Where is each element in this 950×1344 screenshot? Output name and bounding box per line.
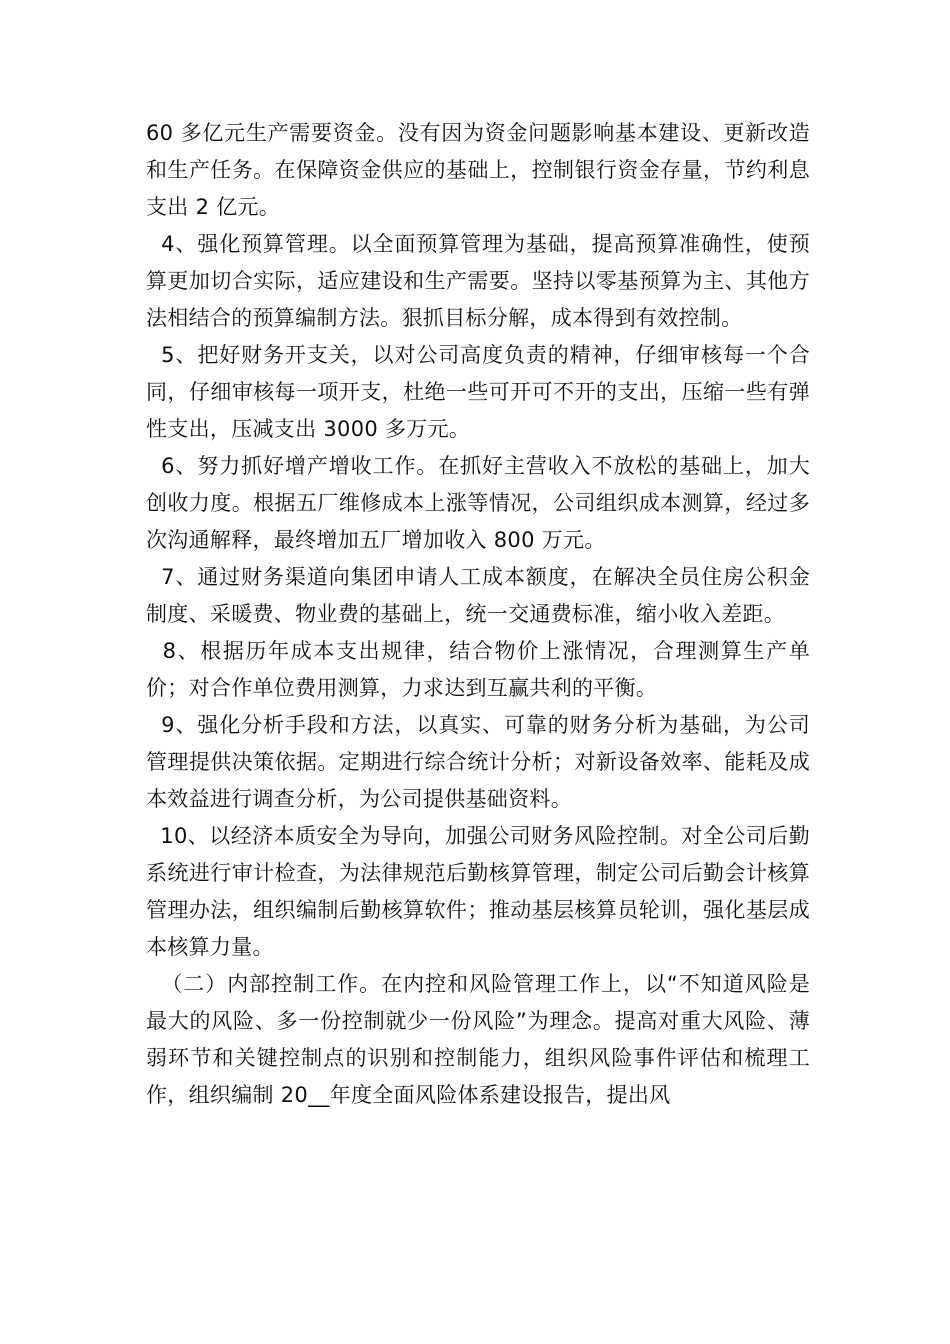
paragraph-item-10-risk-control: 10、以经济本质安全为导向，加强公司财务风险控制。对全公司后勤系统进行审计检查，为法律规范后勤核算管理，制定公司后勤会计核算管理办法，组织编制后勤核算软件；推动基层核算员轮训，强化基层成本核算力量。: [146, 824, 810, 959]
paragraph-item-4-budget: 4、强化预算管理。以全面预算管理为基础，提高预算准确性，使预算更加切合实际，适应建设和生产需要。坚持以零基预算为主、其他方法相结合的预算编制方法。狠抓目标分解，成本得到有效控制。: [146, 232, 810, 330]
paragraph-funding-continued: 60 多亿元生产需要资金。没有因为资金问题影响基本建设、更新改造和生产任务。在保障资金供应的基础上，控制银行资金存量，节约利息支出 2 亿元。: [146, 121, 810, 219]
paragraph-item-7-labor-cost: 7、通过财务渠道向集团申请人工成本额度，在解决全员住房公积金制度、采暖费、物业费的基础上，统一交通费标准，缩小收入差距。: [146, 565, 810, 626]
paragraph-item-9-analysis: 9、强化分析手段和方法，以真实、可靠的财务分析为基础，为公司管理提供决策依据。定期进行综合统计分析；对新设备效率、能耗及成本效益进行调查分析，为公司提供基础资料。: [146, 713, 810, 811]
paragraph-item-8-pricing: 8、根据历年成本支出规律，结合物价上涨情况，合理测算生产单价；对合作单位费用测算，力求达到互赢共利的平衡。: [146, 639, 811, 700]
paragraph-item-5-expenses: 5、把好财务开支关，以对公司高度负责的精神，仔细审核每一个合同，仔细审核每一项开支，杜绝一些可开可不开的支出，压缩一些有弹性支出，压减支出 3000 多万元。: [146, 343, 810, 441]
paragraph-item-6-revenue: 6、努力抓好增产增收工作。在抓好主营收入不放松的基础上，加大创收力度。根据五厂维修成本上涨等情况，公司组织成本测算，经过多次沟通解释，最终增加五厂增加收入 800 万元。: [146, 454, 810, 552]
paragraph-internal-control: （二）内部控制工作。在内控和风险管理工作上，以“不知道风险是最大的风险、多一份控制就少一份风险”为理念。提高对重大风险、薄弱环节和关键控制点的识别和控制能力，组织风险事件评估和梳理工作，组织编制 20__年度全面风险体系建设报告，提出风: [146, 972, 810, 1107]
document-body: [146, 115, 810, 1114]
